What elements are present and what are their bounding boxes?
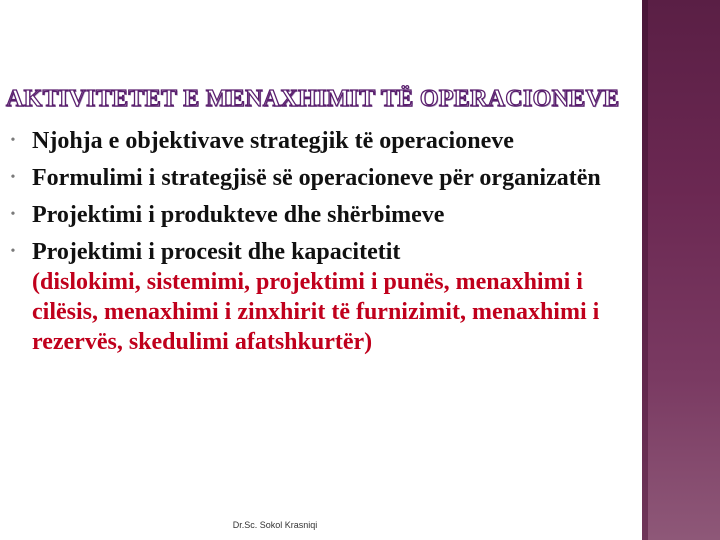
bullet-text: Njohja e objektivave strategjik të operacioneve [32,128,514,154]
bullet-marker-icon: • [10,207,16,222]
bullet-text: Formulimi i strategjisë së operacioneve për organizatën [32,165,601,191]
bullet-item [6,200,640,230]
bullet-marker-icon: • [10,244,16,259]
bullet-item [6,163,640,193]
side-band-edge [642,0,648,540]
bullet-marker-icon: • [10,133,16,148]
bullet-list [6,126,640,364]
bullet-item [6,237,640,357]
bullet-text: Projektimi i procesit dhe kapacitetit [32,239,401,265]
bullet-text: Projektimi i produkteve dhe shërbimeve [32,202,445,228]
bullet-detail-text: (dislokimi, sistemimi, projektimi i punës, menaxhimi i cilësis, menaxhimi i zinxhirit të furnizimit, menaxhimi i rezervës, skedulimi afatshkurtër) [32,269,600,355]
footer-author: Dr.Sc. Sokol Krasniqi [232,520,318,530]
bullet-marker-icon: • [10,170,16,185]
bullet-item [6,126,640,156]
slide-title: AKTIVITETET E MENAXHIMIT TË OPERACIONEVE [6,86,620,112]
decorative-side-band [642,0,720,540]
